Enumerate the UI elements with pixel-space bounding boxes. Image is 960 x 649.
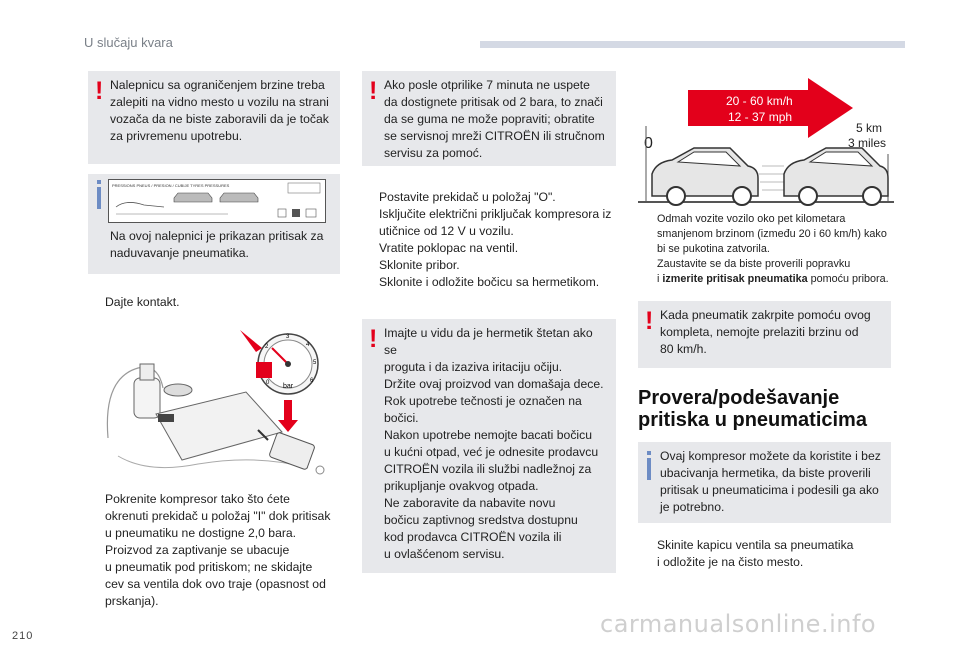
header-bar	[480, 41, 905, 48]
warning-box-speed	[638, 301, 891, 368]
info-box-compressor	[638, 442, 891, 523]
warning-box-sealant	[362, 319, 616, 573]
compressor-gauge-illustration	[98, 318, 328, 476]
section-heading: Provera/podešavanje pritiska u pneumaticima	[638, 387, 867, 431]
list-item: Vratite poklopac na ventil.	[379, 241, 519, 255]
list-item: Zaustavite se da biste proverili popravku i izmerite pritisak pneumatika pomoću pribora.	[657, 258, 889, 285]
warning-text-sealant: Imajte u vidu da je hermetik štetan ako se proguta i da izaziva iritaciju očiju. Držite ovaj proizvod van domašaja dece. Rok upotrebe tečnosti je označen na bočici. Nakon upotrebe nemojte bacati bočicu u kućni otpad, već je odnesite prodavcu CITROËN vozila ili službi nadležnoj za prikupljanje ovakvog otpada. Ne zaboravite da nabavite novu bočicu zaptivnog sredstva dostupnu kod prodavca CITROËN vozila ili u ovlašćenom servisu.	[384, 326, 604, 561]
svg-text:0: 0	[266, 380, 270, 386]
warning-text-timeout: Ako posle otprilike 7 minuta ne uspete da dostignete pritisak od 2 bara, to znači da se guma ne može popraviti; obratite se servisnoj mreži CITROËN ili stručnom servisu za pomoć.	[384, 78, 605, 160]
section-title: U slučaju kvara	[84, 35, 173, 50]
speed-mph-text: 12 - 37 mph	[728, 110, 793, 124]
svg-text:4: 4	[306, 342, 310, 348]
svg-text:PRESSIONS PNEUS / PRESION / CU: PRESSIONS PNEUS / PRESION / CUBIJE TYRES PRESSURES	[112, 183, 230, 188]
info-text-label: Na ovoj nalepnici je prikazan pritisak za naduvavanje pneumatika.	[110, 229, 324, 260]
warning-text-sticker: Nalepnicu sa ograničenjem brzine treba zalepiti na vidno mesto u vozilu na strani vozača da ne biste zaboravili da je točak za privremenu upotrebu.	[110, 78, 329, 143]
list-item: Odmah vozite vozilo oko pet kilometara smanjenom brzinom (između 20 i 60 km/h) kako bi se pukotina zatvorila.	[657, 213, 887, 255]
svg-text:5: 5	[313, 360, 317, 366]
watermark: carmanualsonline.info	[600, 610, 877, 638]
distance-miles-text: 3 miles	[848, 136, 887, 150]
svg-text:bar: bar	[283, 383, 294, 390]
list-item: Sklonite i odložite bočicu sa hermetikom.	[379, 275, 600, 289]
warning-icon: !	[95, 77, 104, 105]
warning-icon: !	[369, 325, 378, 353]
page-number: 210	[12, 630, 34, 642]
steps-driving	[640, 212, 892, 287]
distance-km-text: 5 km	[856, 121, 883, 135]
step-start-compressor: Pokrenite kompresor tako što ćete okrenuti prekidač u položaj "I" dok pritisak u pneumatiku ne dostigne 2,0 bara. Proizvod za zaptivanje se ubacuje u pneumatik pod pritiskom; ne skidajte cev sa ventila dok ovo traje (opasnost od prskanja).	[105, 492, 331, 608]
list-item: Sklonite pribor.	[379, 258, 460, 272]
steps-finish	[362, 189, 616, 291]
list-item: Isključite električni priključak kompresora iz utičnice od 12 V u vozilu.	[379, 207, 612, 238]
svg-text:3: 3	[286, 334, 290, 340]
info-icon	[97, 187, 101, 209]
warning-icon: !	[645, 307, 654, 335]
svg-text:2: 2	[265, 344, 269, 350]
info-icon	[647, 458, 651, 480]
warning-box-sticker	[88, 71, 340, 164]
warning-icon: !	[369, 77, 378, 105]
step-valve-cap: Skinite kapicu ventila sa pneumatika i odložite je na čisto mesto.	[657, 538, 854, 569]
info-text-compressor: Ovaj kompresor možete da koristite i bez ubacivanja hermetika, da biste proverili pritisak u pneumaticima i podesili ga ako je potrebno.	[660, 449, 881, 514]
warning-box-timeout	[362, 71, 616, 166]
svg-text:6: 6	[310, 378, 314, 384]
speed-kmh-text: 20 - 60 km/h	[726, 94, 793, 108]
warning-text-speed: Kada pneumatik zakrpite pomoću ovog kompleta, nemojte prelaziti brzinu od 80 km/h.	[660, 308, 871, 356]
pressure-label-image	[108, 179, 326, 223]
step-ignition: Dajte kontakt.	[105, 295, 180, 309]
list-item: Postavite prekidač u položaj "O".	[379, 190, 556, 204]
info-box-label	[88, 174, 340, 274]
driving-illustration	[638, 78, 894, 210]
start-zero-text: 0	[644, 135, 653, 152]
